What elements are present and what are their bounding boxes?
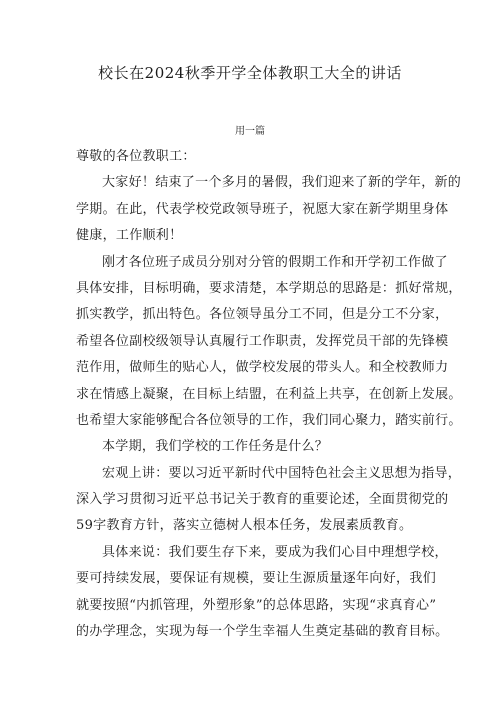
body-line: 大家好！结束了一个多月的暑假，我们迎来了新的学年，新的 <box>102 175 462 191</box>
body-line: 要可持续发展，要保证有规模，要让生源质量逐年向好，我们 <box>76 571 436 587</box>
body-line: 范作用，做师生的贴心人，做学校发展的带头人。和全校教师力 <box>76 360 449 376</box>
document-subtitle: 用一篇 <box>235 126 265 137</box>
body-line: 刚才各位班子成员分别对分管的假期工作和开学初工作做了 <box>102 254 448 270</box>
body-line: 也希望大家能够配合各位领导的工作，我们同心聚力，踏实前行。 <box>76 412 462 428</box>
document-body <box>76 144 462 645</box>
body-line: 就要按照“内抓管理，外塑形象”的总体思路，实现“求真育心” <box>76 597 437 613</box>
body-line: 具体来说：我们要生存下来，要成为我们心目中理想学校， <box>102 544 448 560</box>
body-line: 深入学习贯彻习近平总书记关于教育的重要论述，全面贯彻党的 <box>76 492 449 508</box>
body-line: 的办学理念，实现为每一个学生幸福人生奠定基础的教育目标。 <box>76 624 449 640</box>
body-line: 健康，工作顺利！ <box>76 228 183 244</box>
body-line: 尊敬的各位教职工： <box>76 149 196 164</box>
body-line: 希望各位副校级领导认真履行工作职责，发挥党员干部的先锋模 <box>76 333 449 349</box>
body-line: 59字教育方针，落实立德树人根本任务，发展素质教育。 <box>76 518 413 534</box>
body-line: 求在情感上凝聚，在目标上结盟，在利益上共享，在创新上发展。 <box>76 386 462 402</box>
body-line: 具体安排，目标明确，要求清楚，本学期总的思路是：抓好常规， <box>76 280 462 296</box>
document-title: 校长在2024秋季开学全体教职工大全的讲话 <box>98 64 402 82</box>
body-line: 宏观上讲：要以习近平新时代中国特色社会主义思想为指导， <box>102 465 462 481</box>
body-line: 学期。在此，代表学校党政领导班子，祝愿大家在新学期里身体 <box>76 201 449 217</box>
body-line: 本学期，我们学校的工作任务是什么？ <box>102 439 329 455</box>
body-line: 抓实教学，抓出特色。各位领导虽分工不同，但是分工不分家， <box>76 307 449 323</box>
